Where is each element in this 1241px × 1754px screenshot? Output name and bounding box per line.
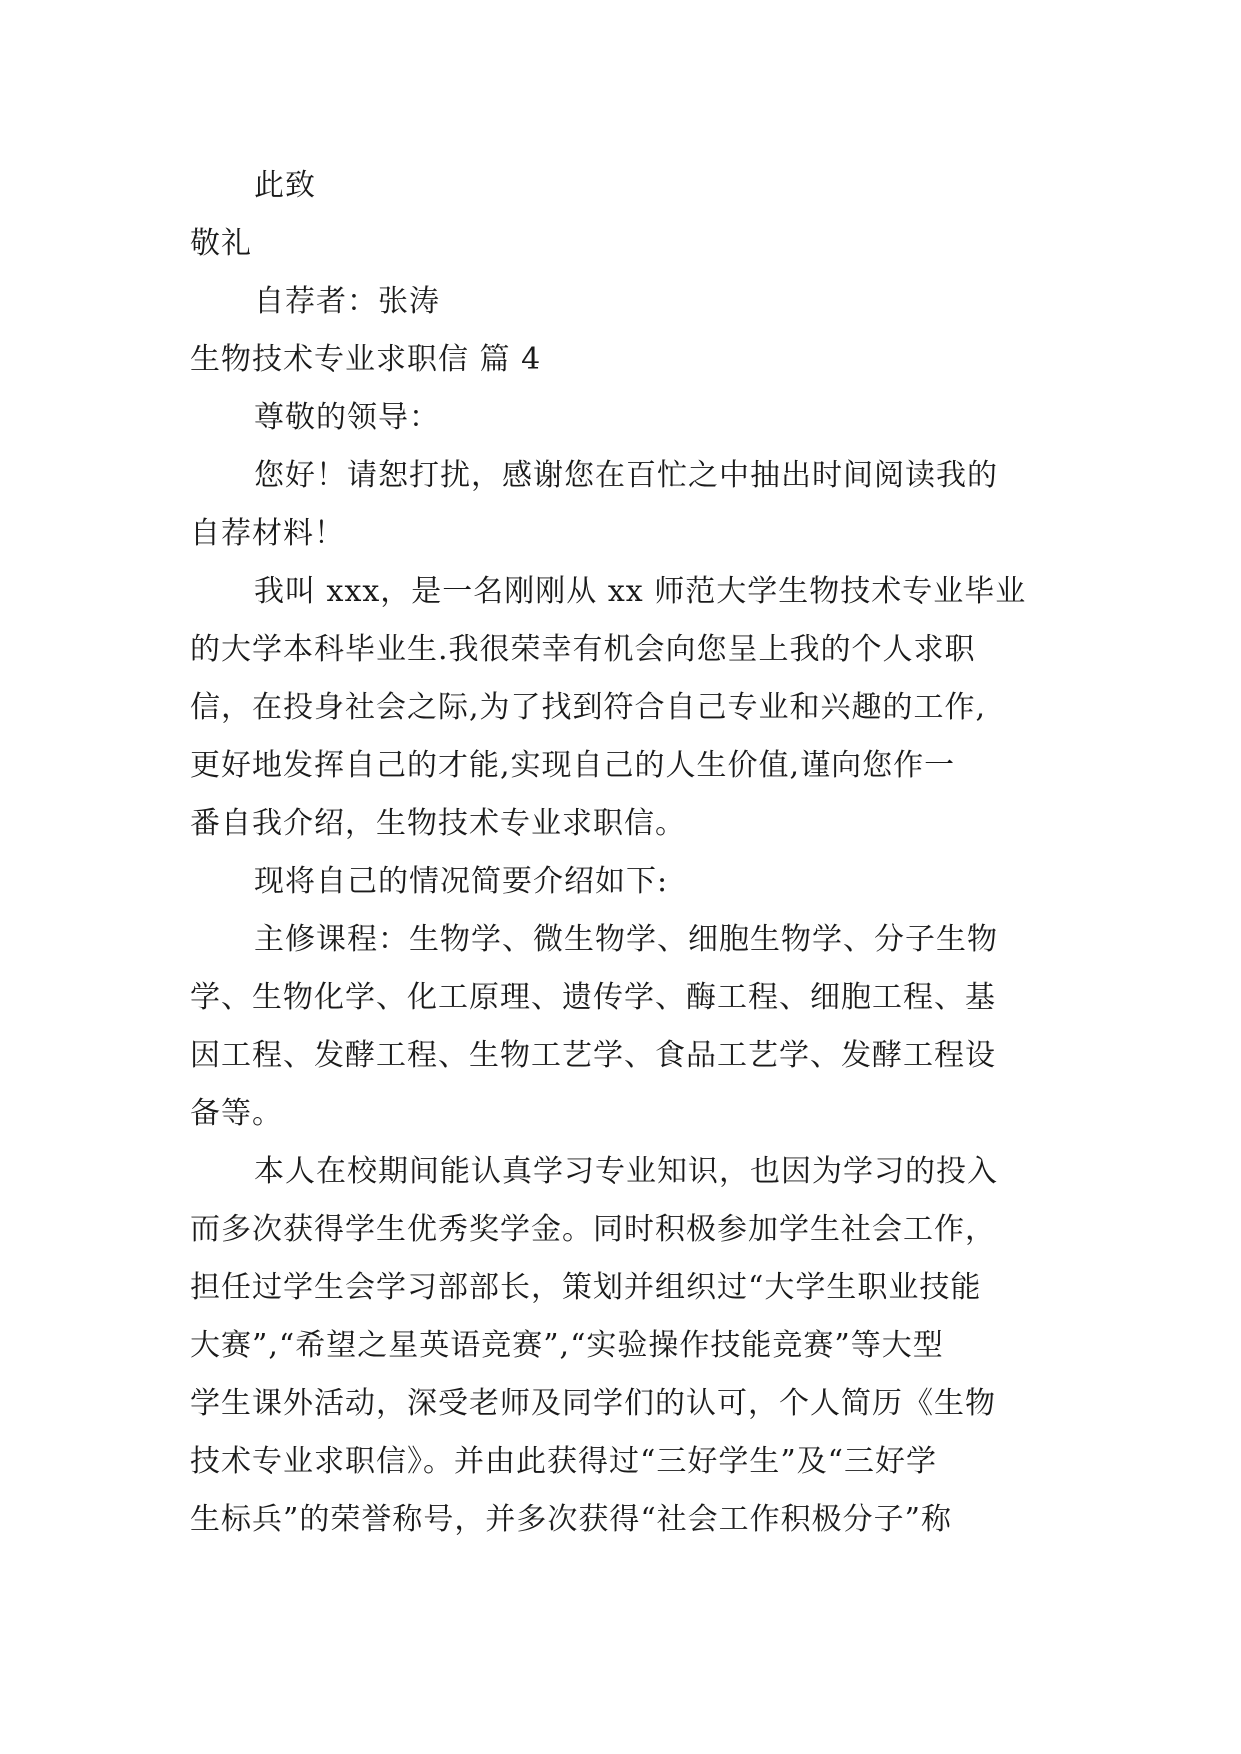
- paragraph-line: 学生课外活动，深受老师及同学们的认可，个人简历《生物: [190, 1386, 996, 1421]
- paragraph-line: 大赛”,“希望之星英语竞赛”,“实验操作技能竞赛”等大型: [190, 1328, 944, 1363]
- closing-salutation: 此致: [254, 168, 316, 203]
- paragraph-line: 技术专业求职信》。并由此获得过“三好学生”及“三好学: [190, 1444, 938, 1479]
- paragraph-line: 信，在投身社会之际,为了找到符合自己专业和兴趣的工作,: [190, 690, 987, 725]
- closing-regards: 敬礼: [190, 226, 252, 261]
- greeting: 尊敬的领导：: [254, 400, 440, 435]
- paragraph-line: 自荐材料！: [190, 516, 345, 551]
- section-heading: 生物技术专业求职信 篇 4: [190, 342, 542, 377]
- signature-line: 自荐者：张涛: [254, 284, 440, 319]
- paragraph-line: 生标兵”的荣誉称号，并多次获得“社会工作积极分子”称: [190, 1502, 953, 1537]
- paragraph-line: 本人在校期间能认真学习专业知识，也因为学习的投入: [254, 1154, 998, 1189]
- paragraph-line: 番自我介绍，生物技术专业求职信。: [190, 806, 686, 841]
- paragraph-line: 而多次获得学生优秀奖学金。同时积极参加学生社会工作，: [190, 1212, 996, 1247]
- paragraph-line: 学、生物化学、化工原理、遗传学、酶工程、细胞工程、基: [190, 980, 996, 1015]
- paragraph-line: 我叫 xxx，是一名刚刚从 xx 师范大学生物技术专业毕业: [254, 574, 1027, 609]
- paragraph-line: 担任过学生会学习部部长，策划并组织过“大学生职业技能: [190, 1270, 982, 1305]
- paragraph-line: 更好地发挥自己的才能,实现自己的人生价值,谨向您作一: [190, 748, 956, 783]
- paragraph-line: 备等。: [190, 1096, 283, 1131]
- paragraph-line: 主修课程：生物学、微生物学、细胞生物学、分子生物: [254, 922, 998, 957]
- paragraph-line: 现将自己的情况简要介绍如下:: [254, 864, 669, 899]
- paragraph-line: 的大学本科毕业生.我很荣幸有机会向您呈上我的个人求职: [190, 632, 976, 667]
- paragraph-line: 您好！请恕打扰，感谢您在百忙之中抽出时间阅读我的: [254, 458, 998, 493]
- paragraph-line: 因工程、发酵工程、生物工艺学、食品工艺学、发酵工程设: [190, 1038, 996, 1073]
